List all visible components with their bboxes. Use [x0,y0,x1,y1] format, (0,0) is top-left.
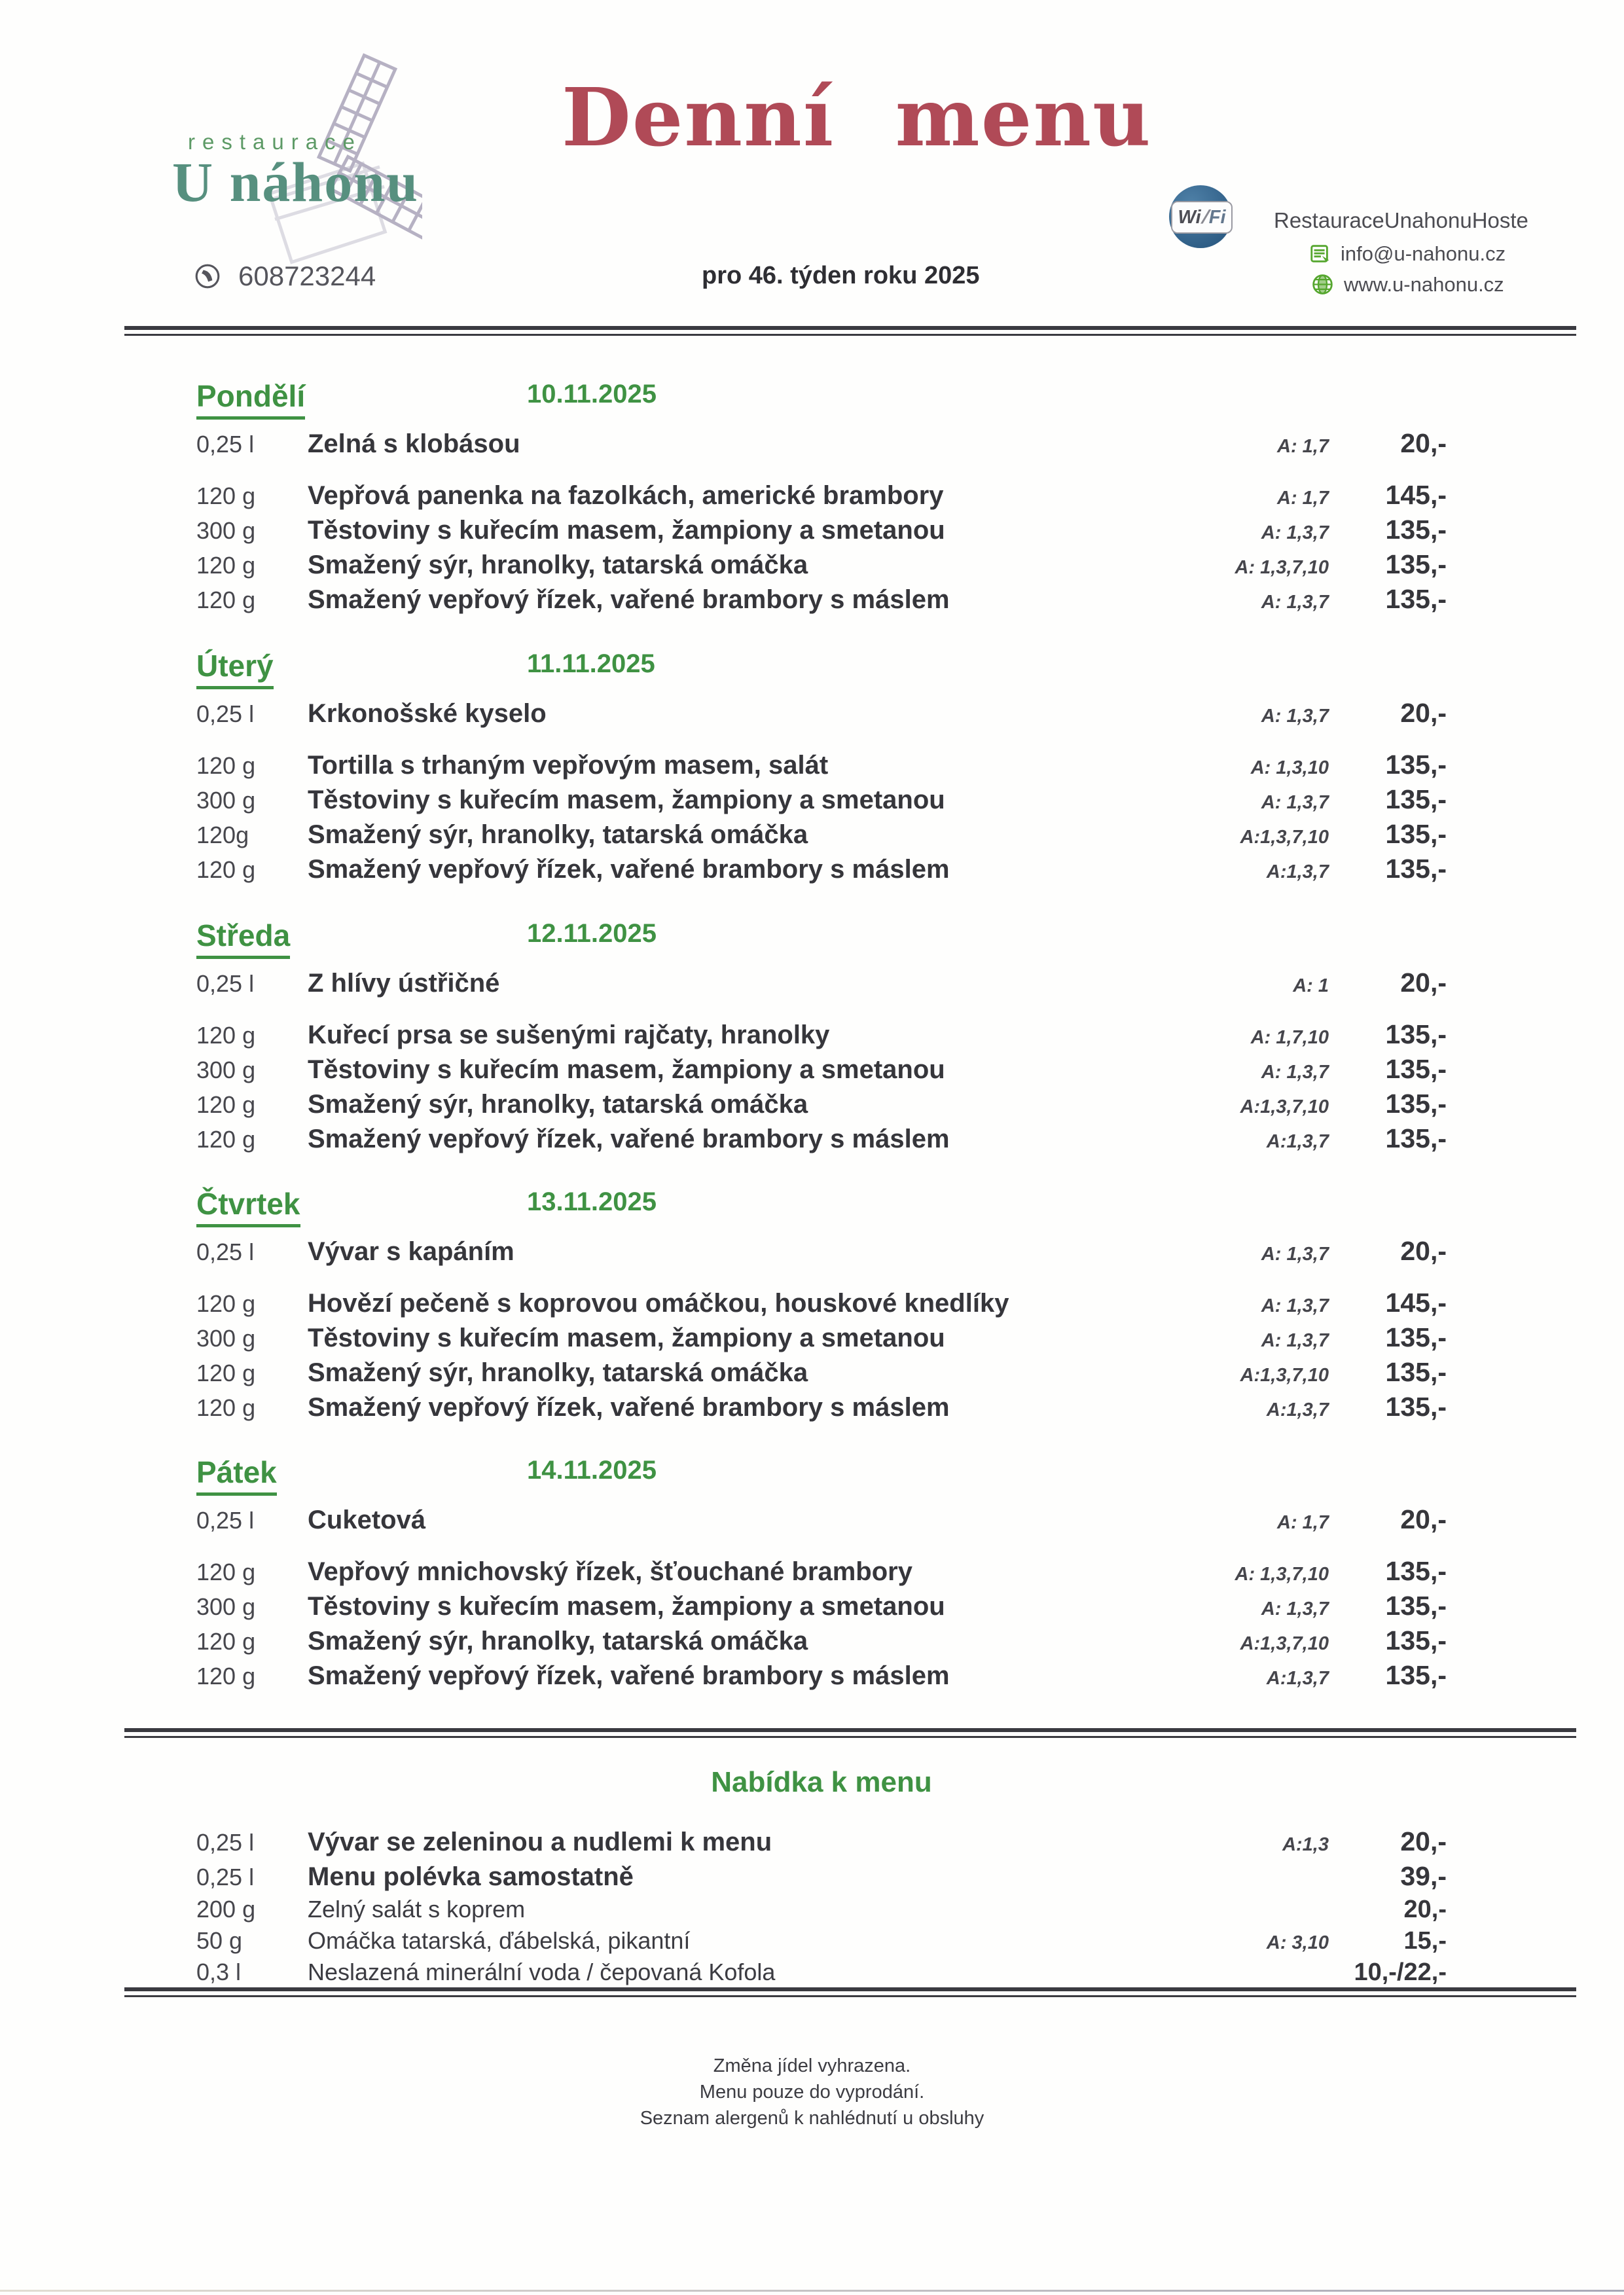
portion-label: 300 g [196,1593,256,1620]
allergen-label: A: 1,7 [1277,436,1329,457]
day-name: Čtvrtek [196,1186,300,1227]
dish-name: Smažený sýr, hranolky, tatarská omáčka [308,1627,808,1655]
allergen-label: A: 1,3,7,10 [1235,1564,1329,1585]
portion-label: 120 g [196,752,256,779]
portion-label: 120 g [196,1663,256,1690]
allergen-label: A:1,3,7 [1266,1400,1329,1420]
price-label: 20,- [1400,967,1447,998]
dish-name: Těstoviny s kuřecím masem, žampiony a smetanou [308,786,945,814]
menu-row-soup [196,428,1447,463]
price-label: 135,- [1385,584,1447,614]
portion-label: 0,25 l [196,700,255,727]
menu-row-soup [196,1236,1447,1271]
price-label: 135,- [1385,1019,1447,1049]
day-name: Úterý [196,648,274,689]
dish-name: Tortilla s trhaným vepřovým masem, salát [308,751,829,780]
portion-label: 0,25 l [196,431,255,458]
allergen-label: A:1,3,7,10 [1240,827,1329,848]
portion-label: 120 g [196,482,256,509]
page-title: Denní menu [562,70,1152,164]
portion-label: 120 g [196,1091,256,1118]
wifi-wi-label: Wi [1178,206,1201,228]
day-date: 10.11.2025 [527,380,657,408]
dish-name: Smažený sýr, hranolky, tatarská omáčka [308,551,808,579]
dish-name: Vepřová panenka na fazolkách, americké brambory [308,481,944,510]
allergen-label: A: 1,7,10 [1250,1027,1329,1048]
portion-label: 120 g [196,1628,256,1655]
price-label: 135,- [1385,1089,1447,1119]
price-label: 15,- [1403,1927,1447,1955]
portion-label: 50 g [196,1927,243,1954]
phone-icon [194,262,221,290]
footer-notes [0,2053,1624,2131]
logo-restaurace-text: restaurace [188,130,362,154]
portion-label: 120g [196,822,249,848]
header-separator [124,326,1576,336]
portion-label: 120 g [196,1290,256,1317]
portion-label: 300 g [196,1057,256,1083]
menu-row [196,549,1447,584]
menu-row [196,1392,1447,1426]
price-label: 135,- [1385,1591,1447,1621]
dish-name: Těstoviny s kuřecím masem, žampiony a smetanou [308,1055,945,1084]
day-date: 12.11.2025 [527,919,657,948]
price-label: 135,- [1385,1625,1447,1655]
price-label: 135,- [1385,1322,1447,1352]
logo-restaurant-name: U náhonu [172,151,419,213]
allergen-label: A: 1,3,7 [1261,1244,1329,1265]
day-date: 13.11.2025 [527,1187,657,1216]
menu-row [196,854,1447,888]
allergen-label: A: 3,10 [1266,1932,1329,1953]
allergen-label: A: 1,7 [1277,488,1329,509]
allergen-label: A:1,3,7,10 [1240,1633,1329,1654]
website-row [1310,272,1504,297]
price-label: 39,- [1400,1861,1447,1891]
menu-row-soup [196,698,1447,732]
day-date: 14.11.2025 [527,1456,657,1485]
dish-name: Smažený sýr, hranolky, tatarská omáčka [308,1358,808,1387]
spacer [196,1271,1447,1288]
dish-name: Hovězí pečeně s koprovou omáčkou, houskové knedlíky [308,1289,1009,1318]
dish-name: Vepřový mnichovský řízek, šťouchané brambory [308,1557,912,1586]
price-label: 20,- [1400,1504,1447,1534]
extras-section [196,1826,1447,1990]
menu-row [196,1660,1447,1695]
portion-label: 120 g [196,1394,256,1421]
day-header [196,918,1447,967]
allergen-label: A: 1,3,7 [1261,1062,1329,1083]
portion-label: 300 g [196,517,256,544]
portion-label: 0,3 l [196,1959,242,1985]
price-label: 20,- [1400,1236,1447,1266]
extras-row [196,1927,1447,1959]
menu-row [196,480,1447,515]
day-section-tuesday [196,648,1447,888]
dish-name: Smažený vepřový řízek, vařené brambory s máslem [308,1125,950,1153]
spacer [196,732,1447,750]
dish-name: Z hlívy ústřičné [308,969,500,998]
menu-row-soup [196,1504,1447,1539]
day-section-monday [196,378,1447,619]
allergen-label: A: 1,3,10 [1250,757,1329,778]
portion-label: 0,25 l [196,1507,255,1534]
price-label: 135,- [1385,819,1447,849]
price-label: 135,- [1385,1123,1447,1153]
menu-row-soup [196,967,1447,1002]
spacer [196,1002,1447,1019]
extras-top-separator [124,1728,1576,1738]
allergen-label: A: 1 [1293,975,1329,996]
dish-name: Omáčka tatarská, ďábelská, pikantní [308,1927,691,1954]
day-header [196,648,1447,698]
portion-label: 0,25 l [196,1238,255,1265]
wifi-network-name: RestauraceUnahonuHoste [1274,208,1528,232]
allergen-label: A: 1,3,7 [1261,706,1329,727]
dish-name: Těstoviny s kuřecím masem, žampiony a smetanou [308,1592,945,1621]
dish-name: Krkonošské kyselo [308,699,547,728]
price-label: 135,- [1385,1357,1447,1387]
allergen-label: A: 1,7 [1277,1512,1329,1533]
website-address: www.u-nahonu.cz [1344,272,1504,296]
price-label: 135,- [1385,1556,1447,1586]
extras-bottom-separator [124,1987,1576,1997]
dish-name: Vývar s kapáním [308,1237,514,1266]
dish-name: Vývar se zeleninou a nudlemi k menu [308,1828,772,1856]
phone-number: 608723244 [238,261,376,291]
portion-label: 120 g [196,552,256,579]
extras-heading: Nabídka k menu [711,1766,932,1798]
day-name: Středa [196,918,290,959]
portion-label: 120 g [196,1126,256,1153]
price-label: 20,- [1400,1826,1447,1856]
portion-label: 120 g [196,1022,256,1049]
day-section-thursday [196,1186,1447,1426]
dish-name: Kuřecí prsa se sušenými rajčaty, hranolky [308,1021,830,1049]
day-header [196,378,1447,428]
menu-row [196,1357,1447,1392]
dish-name: Smažený sýr, hranolky, tatarská omáčka [308,1090,808,1119]
week-line: pro 46. týden roku 2025 [702,262,980,289]
day-header [196,1186,1447,1236]
wifi-fi-label: Fi [1208,206,1226,228]
allergen-label: A: 1,3,7 [1261,1330,1329,1351]
email-icon [1309,243,1331,265]
allergen-label: A:1,3,7 [1266,861,1329,882]
allergen-label: A:1,3 [1282,1834,1329,1855]
price-label: 135,- [1385,854,1447,884]
menu-row [196,1322,1447,1357]
day-date: 11.11.2025 [527,649,655,678]
menu-row [196,584,1447,619]
dish-name: Neslazená minerální voda / čepovaná Kofola [308,1959,776,1985]
menu-row [196,784,1447,819]
dish-name: Zelná s klobásou [308,429,520,458]
menu-row [196,1054,1447,1089]
price-label: 10,-/22,- [1354,1959,1447,1986]
dish-name: Smažený vepřový řízek, vařené brambory s máslem [308,585,950,614]
day-name: Pátek [196,1455,277,1496]
dish-name: Smažený sýr, hranolky, tatarská omáčka [308,820,808,849]
price-label: 135,- [1385,1660,1447,1690]
allergen-label: A: 1,3,7 [1261,592,1329,613]
portion-label: 200 g [196,1896,256,1923]
day-section-friday [196,1455,1447,1695]
menu-row [196,1089,1447,1123]
dish-name: Těstoviny s kuřecím masem, žampiony a smetanou [308,516,945,545]
price-label: 135,- [1385,1054,1447,1084]
price-label: 20,- [1400,428,1447,458]
extras-row [196,1959,1447,1990]
day-section-wednesday [196,918,1447,1158]
dish-name: Smažený vepřový řízek, vařené brambory s máslem [308,855,950,884]
price-label: 135,- [1385,750,1447,780]
portion-label: 120 g [196,1559,256,1585]
allergen-label: A: 1,3,7 [1261,1599,1329,1619]
allergen-label: A: 1,3,7 [1261,792,1329,813]
portion-label: 0,25 l [196,1829,255,1856]
footer-line: Seznam alergenů k nahlédnutí u obsluhy [640,2108,984,2129]
menu-row [196,1288,1447,1322]
portion-label: 0,25 l [196,970,255,997]
email-row [1309,242,1506,266]
price-label: 20,- [1400,698,1447,728]
allergen-label: A: 1,3,7 [1261,522,1329,543]
price-label: 135,- [1385,784,1447,814]
price-label: 135,- [1385,1392,1447,1422]
price-label: 135,- [1385,515,1447,545]
dish-name: Smažený vepřový řízek, vařené brambory s máslem [308,1393,950,1422]
portion-label: 300 g [196,787,256,814]
footer-line: Menu pouze do vyprodání. [699,2082,925,2103]
menu-row [196,1123,1447,1158]
scan-artifact-line [0,2290,1624,2292]
spacer [196,463,1447,480]
extras-row [196,1896,1447,1927]
allergen-label: A:1,3,7,10 [1240,1365,1329,1386]
spacer [196,1539,1447,1556]
dish-name: Smažený vepřový řízek, vařené brambory s máslem [308,1661,950,1690]
menu-row [196,1019,1447,1054]
footer-line: Změna jídel vyhrazena. [713,2055,911,2076]
allergen-label: A:1,3,7,10 [1240,1096,1329,1117]
day-name: Pondělí [196,378,305,420]
allergen-label: A: 1,3,7,10 [1235,557,1329,578]
allergen-label: A:1,3,7 [1266,1668,1329,1689]
day-header [196,1455,1447,1504]
restaurant-logo [167,51,429,274]
menu-row [196,515,1447,549]
wifi-icon [1169,185,1232,248]
dish-name: Těstoviny s kuřecím masem, žampiony a smetanou [308,1324,945,1352]
wifi-slash: / [1200,206,1210,228]
price-label: 135,- [1385,549,1447,579]
portion-label: 300 g [196,1325,256,1352]
dish-name: Cuketová [308,1506,426,1534]
portion-label: 0,25 l [196,1864,255,1890]
allergen-label: A: 1,3,7 [1261,1295,1329,1316]
menu-row [196,819,1447,854]
price-label: 145,- [1385,480,1447,510]
portion-label: 120 g [196,1360,256,1386]
email-address: info@u-nahonu.cz [1341,242,1506,265]
allergen-label: A:1,3,7 [1266,1131,1329,1152]
extras-row [196,1861,1447,1896]
portion-label: 120 g [196,856,256,883]
menu-row [196,1556,1447,1591]
menu-row [196,1625,1447,1660]
dish-name: Menu polévka samostatně [308,1862,634,1891]
globe-icon [1310,272,1335,297]
portion-label: 120 g [196,587,256,613]
menu-row [196,750,1447,784]
menu-row [196,1591,1447,1625]
price-label: 145,- [1385,1288,1447,1318]
dish-name: Zelný salát s koprem [308,1896,526,1923]
extras-row [196,1826,1447,1861]
price-label: 20,- [1403,1896,1447,1923]
phone-row [194,261,376,292]
wifi-box [1171,201,1233,234]
